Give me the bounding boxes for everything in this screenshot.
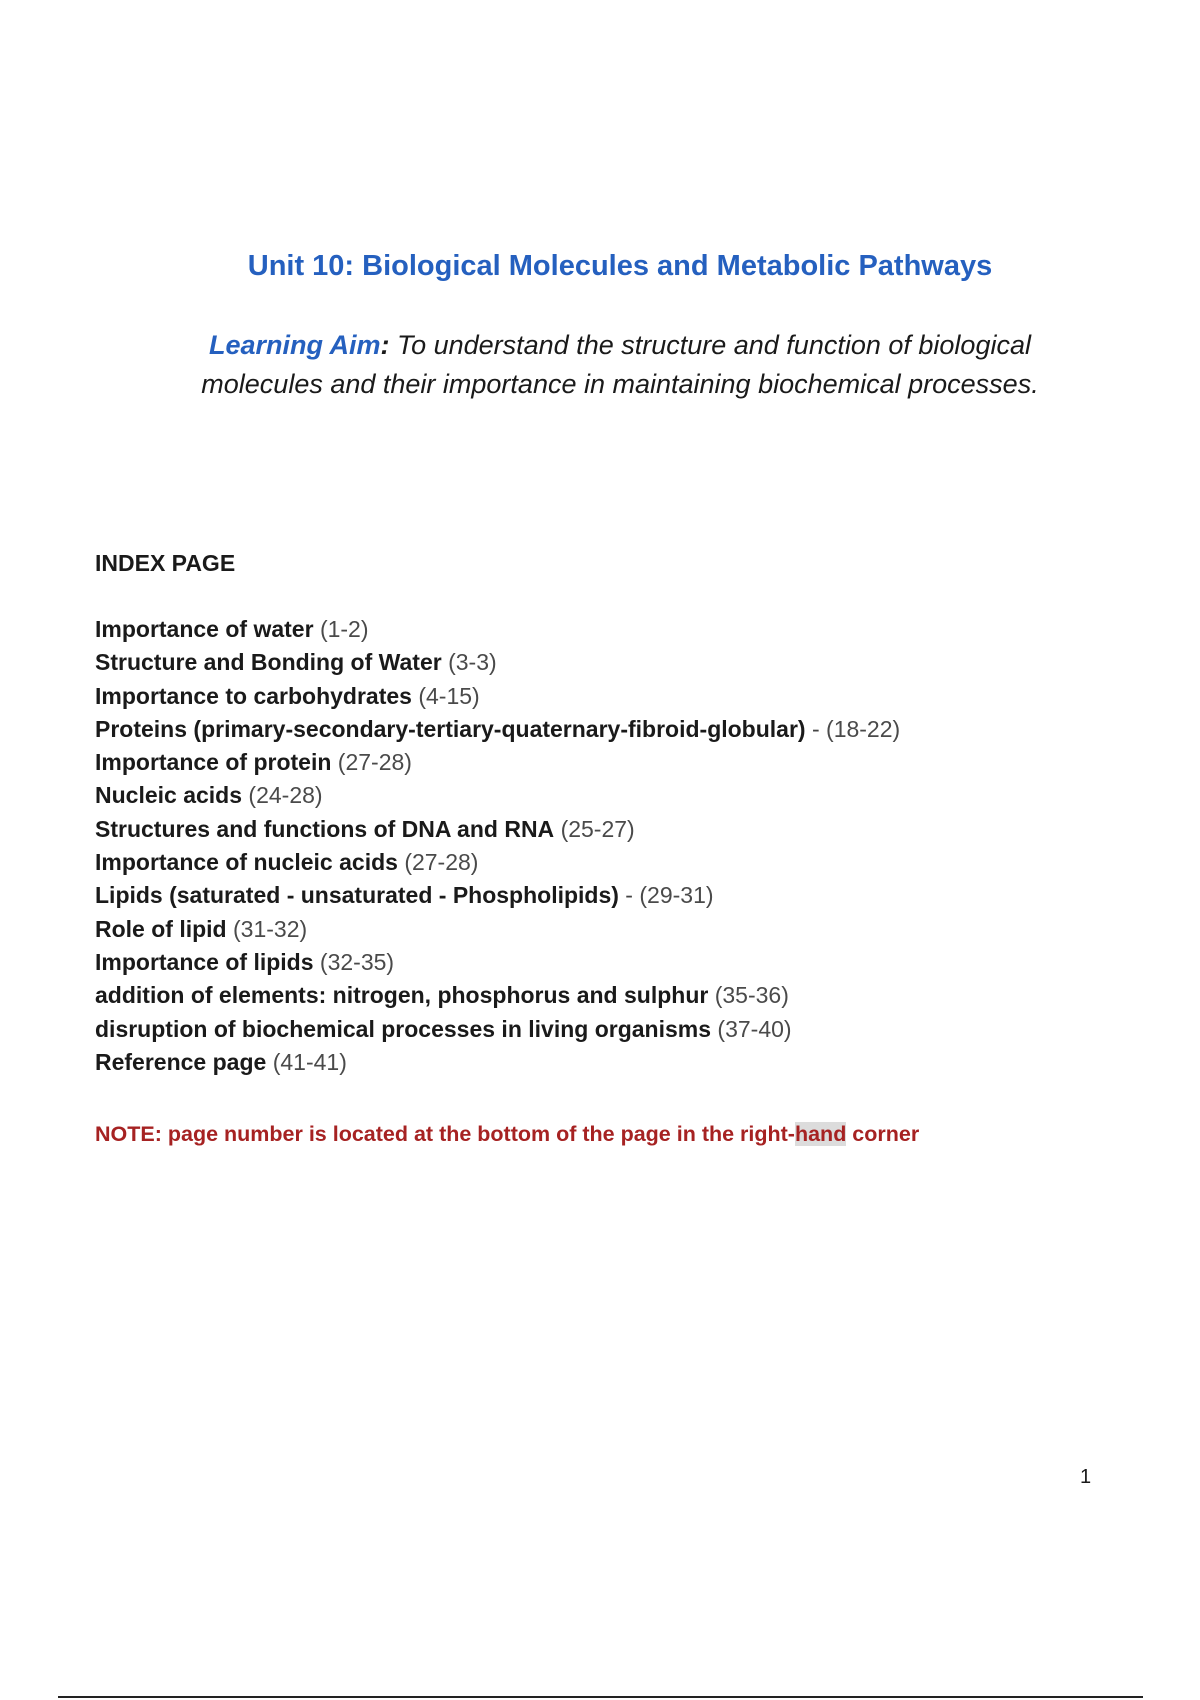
index-item <box>95 946 900 979</box>
index-item-pages: (25-27) <box>560 815 635 842</box>
index-item-topic: Importance of lipids <box>95 948 314 975</box>
index-item-pages: (35-36) <box>714 982 789 1009</box>
index-item-topic: Structures and functions of DNA and RNA <box>95 815 555 842</box>
index-item-separator: - <box>805 715 827 742</box>
index-list <box>95 613 900 1079</box>
index-item <box>95 879 900 912</box>
index-item-pages: (4-15) <box>418 682 480 709</box>
index-item <box>95 779 900 812</box>
index-item-topic: disruption of biochemical processes in living organisms <box>95 1015 712 1042</box>
index-item <box>95 746 900 779</box>
index-item-pages: (27-28) <box>404 849 479 876</box>
index-item <box>95 979 900 1012</box>
index-heading: INDEX PAGE <box>95 550 236 576</box>
document-title: Unit 10: Biological Molecules and Metabolic Pathways <box>247 250 993 282</box>
index-item-pages: (24-28) <box>248 782 323 809</box>
learning-aim <box>170 326 1070 404</box>
index-item-topic: Importance to carbohydrates <box>95 682 412 709</box>
learning-aim-colon: : <box>380 330 390 360</box>
index-item-topic: Importance of water <box>95 616 314 642</box>
index-item-topic: Importance of protein <box>95 749 332 776</box>
index-item-pages: (41-41) <box>272 1048 347 1075</box>
index-item-topic: Lipids (saturated - unsaturated - Phospholipids) <box>95 882 619 909</box>
index-item <box>95 646 900 679</box>
page-number-note <box>95 1122 919 1147</box>
index-item-separator: - <box>618 882 640 909</box>
index-item-pages: (32-35) <box>319 948 395 975</box>
note-text-before: NOTE: page number is located at the bottom of the page in the right- <box>95 1122 795 1146</box>
index-item <box>95 813 900 846</box>
index-item-pages: (27-28) <box>337 749 412 776</box>
index-item <box>95 846 900 879</box>
index-item <box>95 613 900 646</box>
index-item <box>95 680 900 713</box>
index-item-pages: (37-40) <box>717 1015 792 1042</box>
page-number: 1 <box>1080 1466 1092 1488</box>
index-item <box>95 913 900 946</box>
index-item <box>95 713 900 746</box>
index-item <box>95 1013 900 1046</box>
index-item-topic: Reference page <box>95 1048 267 1075</box>
index-item-topic: addition of elements: nitrogen, phosphorus and sulphur <box>95 982 709 1009</box>
learning-aim-text: To understand the structure and function of biological molecules and their importance in maintaining biochemical processes. <box>201 330 1039 399</box>
index-item-topic: Importance of nucleic acids <box>95 849 398 876</box>
index-item-pages: (18-22) <box>826 715 901 742</box>
bottom-divider <box>58 1696 1143 1698</box>
note-highlighted-word: hand <box>794 1122 847 1146</box>
index-item-pages: (3-3) <box>448 649 497 676</box>
index-item-topic: Structure and Bonding of Water <box>95 649 442 676</box>
index-item-pages: (31-32) <box>233 915 308 942</box>
index-item <box>95 1046 900 1079</box>
learning-aim-label: Learning Aim <box>209 330 381 360</box>
index-item-topic: Nucleic acids <box>95 782 243 809</box>
index-item-topic: Role of lipid <box>95 915 227 942</box>
index-item-topic: Proteins (primary-secondary-tertiary-quaternary-fibroid-globular) <box>95 715 806 742</box>
index-item-pages: (1-2) <box>319 616 369 642</box>
note-text-after: corner <box>846 1122 920 1146</box>
index-item-pages: (29-31) <box>639 882 714 909</box>
